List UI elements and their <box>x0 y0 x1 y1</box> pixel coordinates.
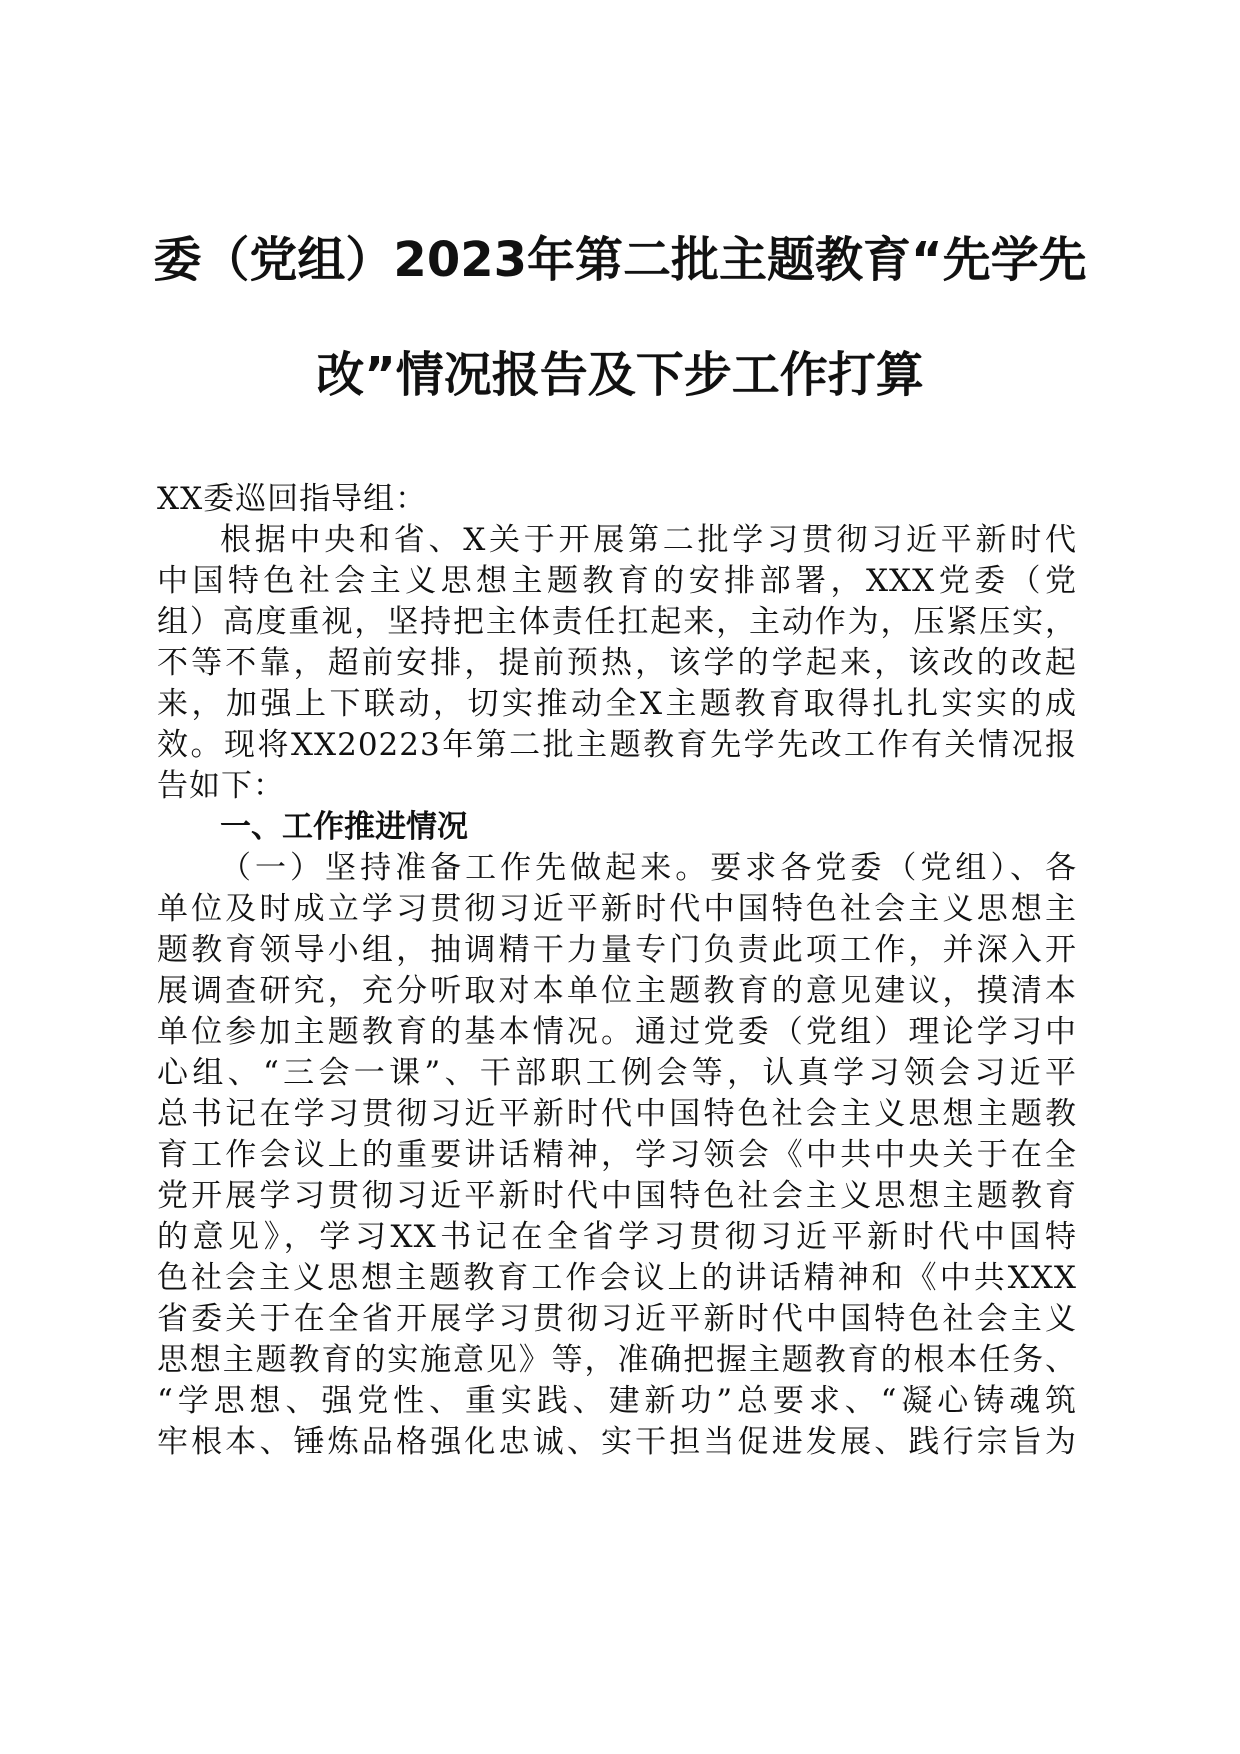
section-line: 省委关于在全省开展学习贯彻习近平新时代中国特色社会主义 <box>157 1301 1077 1337</box>
section-heading: 一、工作推进情况 <box>220 809 468 845</box>
section-line: 党开展学习贯彻习近平新时代中国特色社会主义思想主题教育 <box>157 1178 1077 1214</box>
section-line: 单位及时成立学习贯彻习近平新时代中国特色社会主义思想主 <box>157 891 1077 927</box>
section-line: 思想主题教育的实施意见》等，准确把握主题教育的根本任务、 <box>157 1342 1077 1378</box>
section-line: 心组、“三会一课”、干部职工例会等，认真学习领会习近平 <box>157 1055 1077 1091</box>
section-line: 题教育领导小组，抽调精干力量专门负责此项工作，并深入开 <box>157 932 1077 968</box>
section-line: 育工作会议上的重要讲话精神，学习领会《中共中央关于在全 <box>157 1137 1077 1173</box>
intro-line: 告如下： <box>157 768 285 804</box>
section-line: 色社会主义思想主题教育工作会议上的讲话精神和《中共XXX <box>157 1260 1077 1296</box>
document-title-line-1: 委（党组）2023年第二批主题教育“先学先 <box>153 232 1087 288</box>
intro-line: 中国特色社会主义思想主题教育的安排部署，XXX党委（党 <box>157 563 1077 599</box>
intro-line: 根据中央和省、X关于开展第二批学习贯彻习近平新时代 <box>220 522 1077 558</box>
section-line: （一）坚持准备工作先做起来。要求各党委（党组）、各 <box>220 850 1077 886</box>
section-line: 牢根本、锤炼品格强化忠诚、实干担当促进发展、践行宗旨为 <box>157 1424 1077 1460</box>
section-line: 单位参加主题教育的基本情况。通过党委（党组）理论学习中 <box>157 1014 1077 1050</box>
section-line: “学思想、强党性、重实践、建新功”总要求、“凝心铸魂筑 <box>157 1383 1077 1419</box>
section-line: 展调查研究，充分听取对本单位主题教育的意见建议，摸清本 <box>157 973 1077 1009</box>
section-line: 的意见》，学习XX书记在全省学习贯彻习近平新时代中国特 <box>157 1219 1077 1255</box>
section-line: 总书记在学习贯彻习近平新时代中国特色社会主义思想主题教 <box>157 1096 1077 1132</box>
salutation: XX委巡回指导组： <box>157 481 428 517</box>
intro-line: 组）高度重视，坚持把主体责任扛起来，主动作为，压紧压实， <box>157 604 1077 640</box>
intro-line: 不等不靠，超前安排，提前预热，该学的学起来，该改的改起 <box>157 645 1077 681</box>
document-title-line-2: 改”情况报告及下步工作打算 <box>316 347 924 403</box>
intro-line: 来，加强上下联动，切实推动全X主题教育取得扎扎实实的成 <box>157 686 1077 722</box>
intro-line: 效。现将XX20223年第二批主题教育先学先改工作有关情况报 <box>157 727 1077 763</box>
